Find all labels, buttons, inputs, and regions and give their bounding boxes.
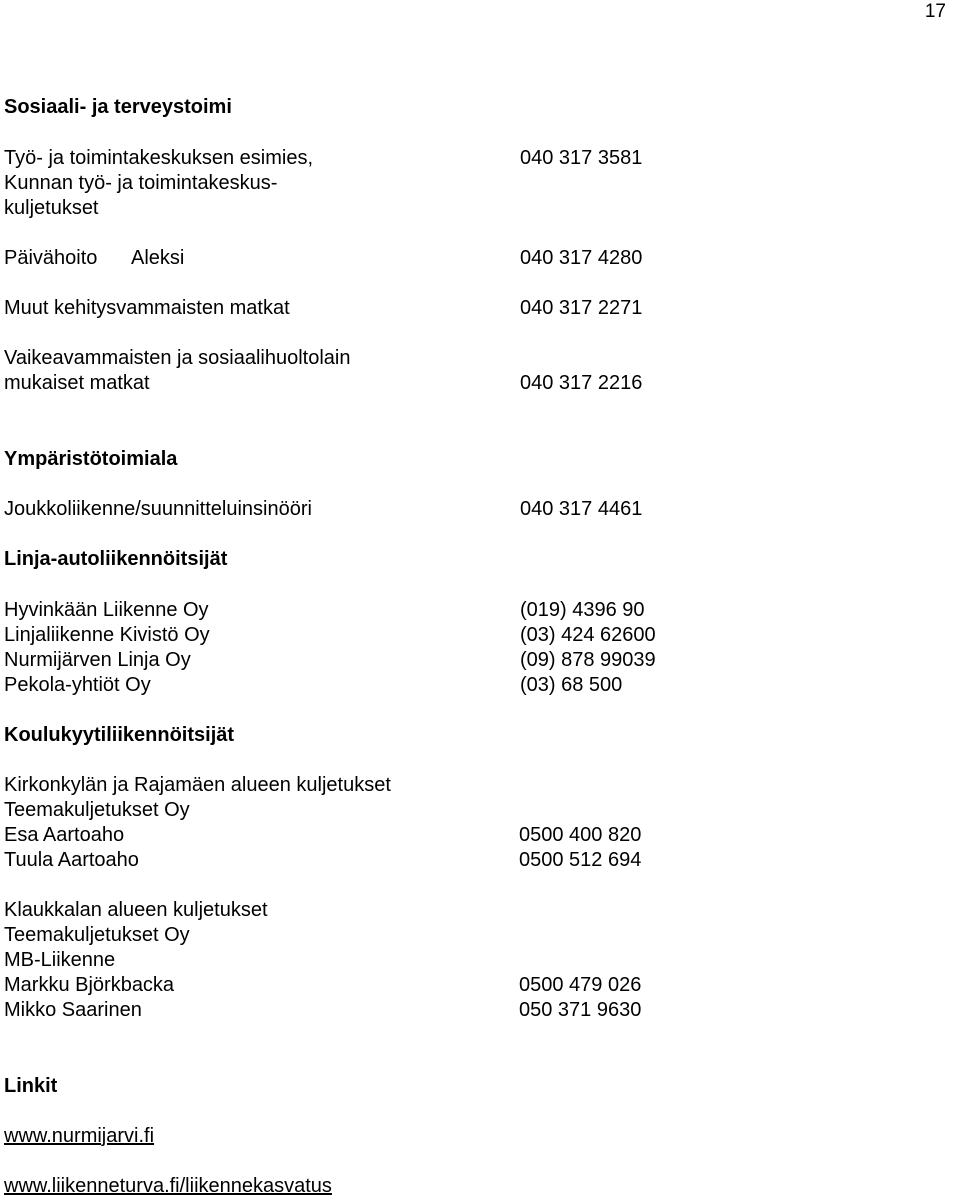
page-number: 17 [924, 1, 946, 22]
section-title-linja: Linja-autoliikennöitsijät [4, 548, 228, 570]
person-name: Mikko Saarinen [4, 999, 142, 1021]
company-name: Teemakuljetukset Oy [4, 924, 190, 946]
link-liikenneturva[interactable]: www.liikenneturva.fi/liikennekasvatus [4, 1175, 332, 1197]
person-name: Esa Aartoaho [4, 824, 125, 846]
entry-phone: (019) 4396 90 [520, 599, 645, 621]
section-title-sosiaali: Sosiaali- ja terveystoimi [4, 96, 232, 118]
entry-phone: 040 317 2216 [520, 372, 643, 394]
entry-phone: 040 317 2271 [520, 297, 643, 319]
entry-label: Joukkoliikenne/suunnitteluinsinööri [4, 498, 312, 520]
entry-label: Vaikeavammaisten ja sosiaalihuoltolain [4, 347, 351, 369]
person-phone: 0500 512 694 [519, 849, 642, 871]
entry-label: mukaiset matkat [4, 372, 150, 394]
entry-phone: (03) 424 62600 [520, 624, 656, 646]
section-title-koulu: Koulukyytiliikennöitsijät [4, 724, 235, 746]
section-title-ymparisto: Ympäristötoimiala [4, 448, 178, 470]
entry-label: Muut kehitysvammaisten matkat [4, 297, 290, 319]
entry-phone: 040 317 4461 [520, 498, 643, 520]
entry-label: Nurmijärven Linja Oy [4, 649, 191, 671]
section-title-linkit: Linkit [4, 1075, 58, 1097]
company-name: MB-Liikenne [4, 949, 116, 971]
person-phone: 0500 400 820 [519, 824, 642, 846]
entry-label: Päivähoito [4, 247, 98, 269]
entry-phone: (03) 68 500 [520, 674, 623, 696]
person-phone: 050 371 9630 [519, 999, 642, 1021]
entry-label: Linjaliikenne Kivistö Oy [4, 624, 210, 646]
area-heading: Klaukkalan alueen kuljetukset [4, 899, 268, 921]
entry-phone: 040 317 4280 [520, 247, 643, 269]
entry-label: Työ- ja toimintakeskuksen esimies, [4, 147, 314, 169]
entry-label: Kunnan työ- ja toimintakeskus- [4, 172, 278, 194]
person-phone: 0500 479 026 [519, 974, 642, 996]
entry-sublabel: Aleksi [131, 247, 185, 269]
area-heading: Kirkonkylän ja Rajamäen alueen kuljetukset [4, 774, 391, 796]
person-name: Tuula Aartoaho [4, 849, 139, 871]
link-nurmijarvi[interactable]: www.nurmijarvi.fi [4, 1125, 155, 1147]
entry-phone: (09) 878 99039 [520, 649, 656, 671]
entry-label: Pekola-yhtiöt Oy [4, 674, 151, 696]
company-name: Teemakuljetukset Oy [4, 799, 190, 821]
entry-label: kuljetukset [4, 197, 99, 219]
person-name: Markku Björkbacka [4, 974, 175, 996]
entry-label: Hyvinkään Liikenne Oy [4, 599, 209, 621]
entry-phone: 040 317 3581 [520, 147, 643, 169]
